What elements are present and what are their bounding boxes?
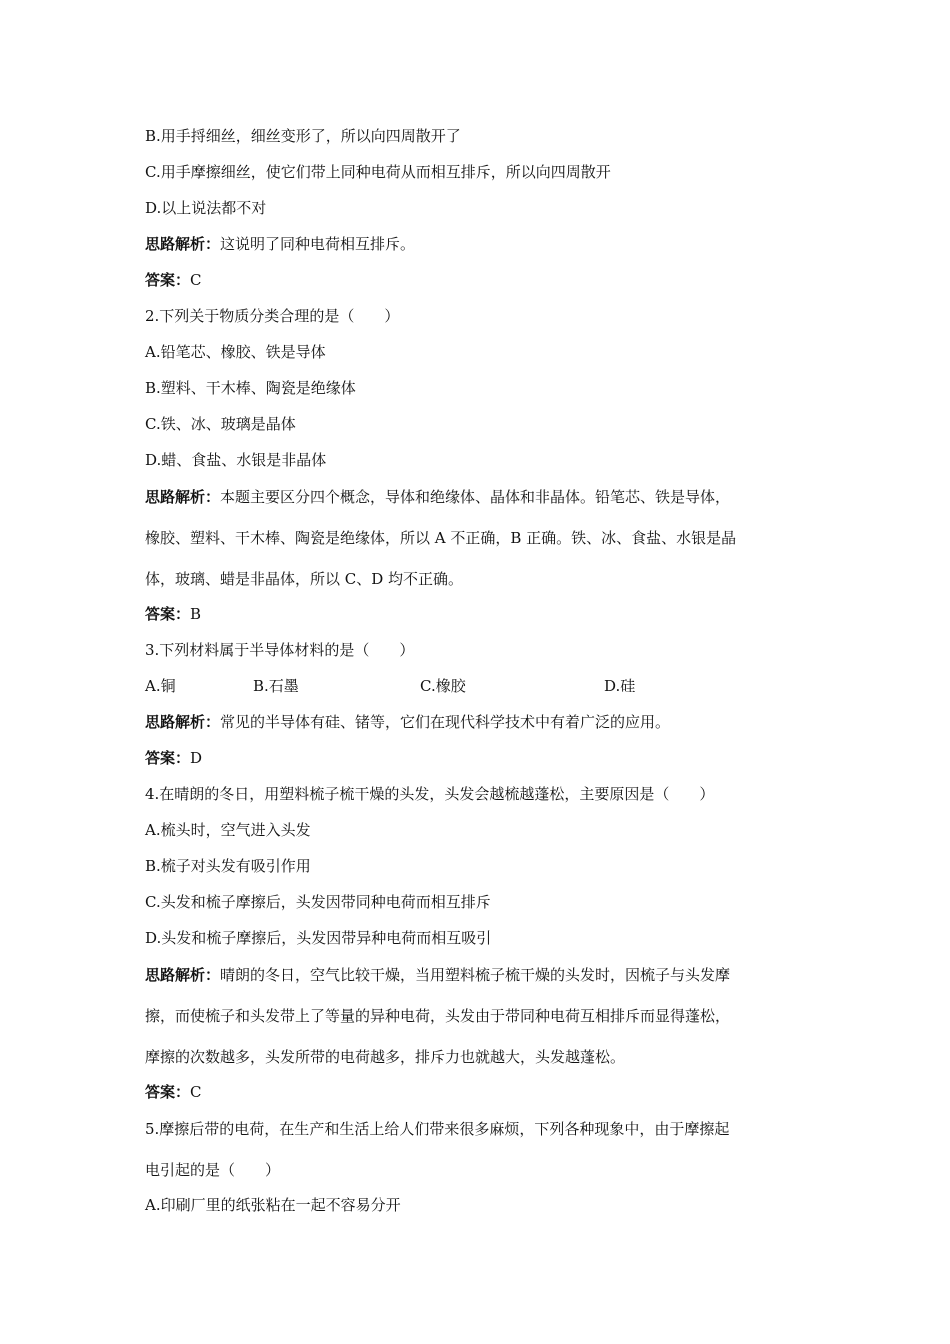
analysis-line bbox=[145, 1047, 825, 1067]
answer-label: 答案： bbox=[145, 605, 191, 623]
answer-line bbox=[145, 1082, 825, 1102]
question-line bbox=[145, 1119, 825, 1139]
analysis-line bbox=[145, 569, 825, 589]
analysis-text: 晴朗的冬日，空气比较干燥，当用塑料梳子梳干燥的头发时，因梳子与头发摩 bbox=[220, 966, 731, 984]
option-a: A.铜 bbox=[145, 677, 176, 695]
option-line bbox=[145, 856, 825, 876]
option-line bbox=[145, 892, 825, 912]
answer-line bbox=[145, 604, 825, 624]
answer-text: D bbox=[190, 749, 203, 767]
option-text: B.梳子对头发有吸引作用 bbox=[145, 857, 311, 875]
analysis-line bbox=[145, 712, 825, 732]
option-text: D.以上说法都不对 bbox=[145, 199, 267, 217]
analysis-text: 橡胶、塑料、干木棒、陶瓷是绝缘体，所以 A 不正确，B 正确。铁、冰、食盐、水银是晶 bbox=[145, 529, 737, 547]
analysis-text: 擦，而使梳子和头发带上了等量的异种电荷，头发由于带同种电荷互相排斥而显得蓬松， bbox=[145, 1007, 731, 1025]
option-b: B.石墨 bbox=[253, 677, 299, 695]
analysis-label: 思路解析： bbox=[145, 235, 221, 253]
question-line bbox=[145, 640, 825, 660]
option-text: D.蜡、食盐、水银是非晶体 bbox=[145, 451, 327, 469]
question-text: 2.下列关于物质分类合理的是（ ） bbox=[145, 307, 400, 325]
option-d: D.硅 bbox=[604, 677, 636, 695]
analysis-label: 思路解析： bbox=[145, 488, 221, 506]
question-text: 3.下列材料属于半导体材料的是（ ） bbox=[145, 641, 415, 659]
question-text: 5.摩擦后带的电荷，在生产和生活上给人们带来很多麻烦，下列各种现象中，由于摩擦起 bbox=[145, 1120, 730, 1138]
analysis-line bbox=[145, 234, 825, 254]
answer-label: 答案： bbox=[145, 749, 191, 767]
analysis-line bbox=[145, 487, 825, 507]
option-text: A.梳头时，空气进入头发 bbox=[145, 821, 311, 839]
answer-label: 答案： bbox=[145, 271, 191, 289]
option-text: A.印刷厂里的纸张粘在一起不容易分开 bbox=[145, 1196, 401, 1214]
option-line bbox=[145, 342, 825, 362]
option-line bbox=[145, 378, 825, 398]
option-text: A.铅笔芯、橡胶、铁是导体 bbox=[145, 343, 326, 361]
option-text: C.铁、冰、玻璃是晶体 bbox=[145, 415, 296, 433]
answer-line bbox=[145, 748, 825, 768]
option-line bbox=[145, 450, 825, 470]
option-line bbox=[145, 928, 825, 948]
analysis-line bbox=[145, 1006, 825, 1026]
question-text: 4.在晴朗的冬日，用塑料梳子梳干燥的头发，头发会越梳越蓬松，主要原因是（ ） bbox=[145, 785, 715, 803]
analysis-text: 摩擦的次数越多，头发所带的电荷越多，排斥力也就越大，头发越蓬松。 bbox=[145, 1048, 626, 1066]
option-line bbox=[145, 820, 825, 840]
option-c: C.橡胶 bbox=[420, 677, 466, 695]
analysis-text: 体，玻璃、蜡是非晶体，所以 C、D 均不正确。 bbox=[145, 570, 464, 588]
option-line bbox=[145, 198, 825, 218]
analysis-label: 思路解析： bbox=[145, 713, 221, 731]
question-line bbox=[145, 306, 825, 326]
question-text: 电引起的是（ ） bbox=[145, 1161, 281, 1179]
question-line bbox=[145, 1160, 825, 1180]
option-line bbox=[145, 162, 825, 182]
option-text: C.用手摩擦细丝，使它们带上同种电荷从而相互排斥，所以向四周散开 bbox=[145, 163, 611, 181]
analysis-text: 常见的半导体有硅、锗等，它们在现代科学技术中有着广泛的应用。 bbox=[220, 713, 671, 731]
option-line bbox=[145, 1195, 825, 1215]
answer-line bbox=[145, 270, 825, 290]
analysis-label: 思路解析： bbox=[145, 966, 221, 984]
question-line bbox=[145, 784, 825, 804]
analysis-line bbox=[145, 965, 825, 985]
analysis-text: 本题主要区分四个概念，导体和绝缘体、晶体和非晶体。铅笔芯、铁是导体， bbox=[220, 488, 731, 506]
option-text: B.塑料、干木棒、陶瓷是绝缘体 bbox=[145, 379, 356, 397]
analysis-line bbox=[145, 528, 825, 548]
option-line bbox=[145, 414, 825, 434]
option-text: D.头发和梳子摩擦后，头发因带异种电荷而相互吸引 bbox=[145, 929, 492, 947]
option-text: B.用手捋细丝，细丝变形了，所以向四周散开了 bbox=[145, 127, 461, 145]
answer-text: C bbox=[190, 271, 202, 289]
analysis-text: 这说明了同种电荷相互排斥。 bbox=[220, 235, 416, 253]
answer-label: 答案： bbox=[145, 1083, 191, 1101]
answer-text: C bbox=[190, 1083, 202, 1101]
option-text: C.头发和梳子摩擦后，头发因带同种电荷而相互排斥 bbox=[145, 893, 491, 911]
option-line bbox=[145, 126, 825, 146]
answer-text: B bbox=[190, 605, 202, 623]
